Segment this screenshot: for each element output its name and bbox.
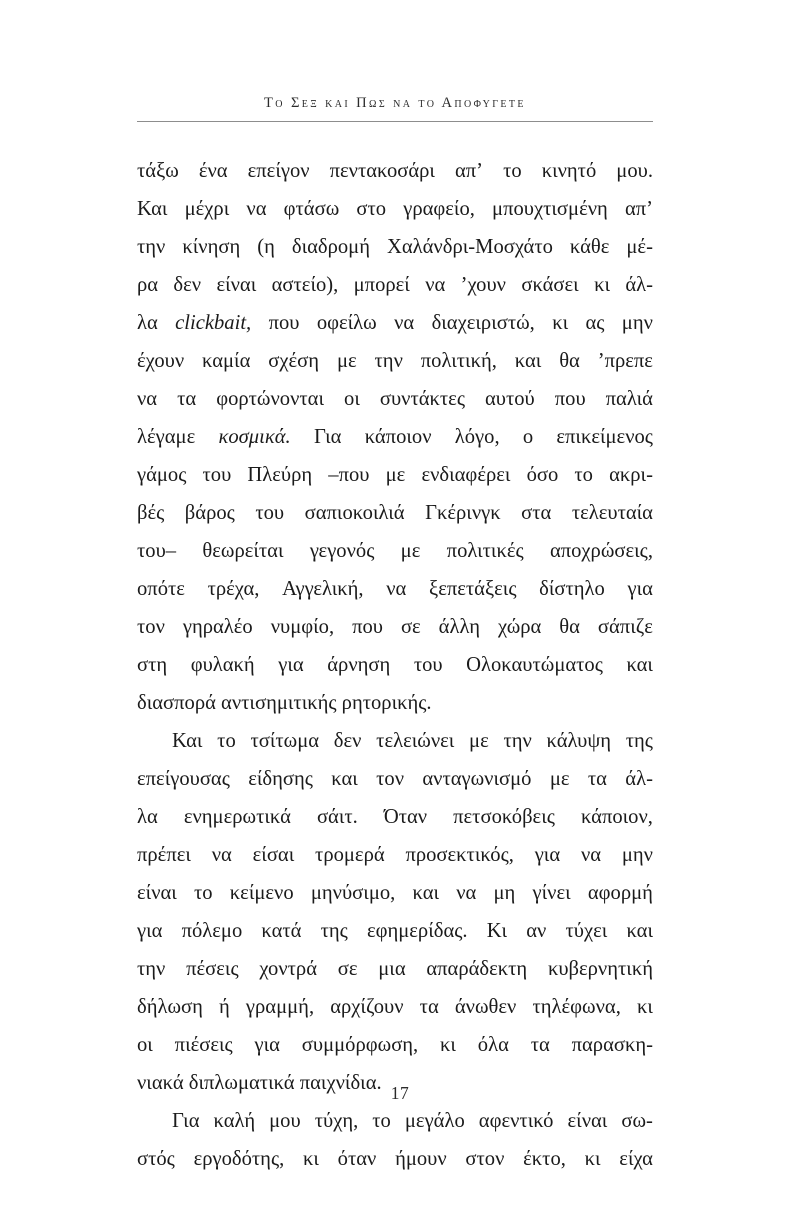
word: τηλέφωνα, xyxy=(532,996,621,1018)
header-rule xyxy=(137,121,653,122)
word: με xyxy=(469,730,489,752)
word: με xyxy=(549,768,570,790)
word: μέχρι xyxy=(184,198,230,220)
word: λα xyxy=(137,312,158,334)
word: τύχει xyxy=(565,920,608,942)
paragraph xyxy=(137,1102,653,1178)
word: και xyxy=(331,768,358,790)
word: γηραλέο xyxy=(182,616,253,638)
word: όταν xyxy=(337,1148,377,1170)
word: έχουν xyxy=(137,350,185,372)
word: την xyxy=(503,730,532,752)
word: τα xyxy=(587,768,607,790)
word: τελειώνει xyxy=(376,730,455,752)
word: δεν xyxy=(173,274,202,296)
word: Κι xyxy=(486,920,508,942)
word: άνωθεν xyxy=(454,996,517,1018)
word: στα xyxy=(521,502,552,524)
word: γραφείο, xyxy=(403,198,475,220)
word: στη xyxy=(137,654,168,676)
word: μια xyxy=(378,958,406,980)
word: πρέπει xyxy=(137,844,191,866)
word: κι xyxy=(636,996,653,1018)
word: το xyxy=(217,730,236,752)
word: μην xyxy=(621,312,653,334)
word: οι xyxy=(137,1034,153,1056)
word: όσο xyxy=(526,464,559,486)
word: γάμος xyxy=(137,464,187,486)
word: άλλη xyxy=(438,616,481,638)
text-line xyxy=(137,418,653,456)
word: να xyxy=(211,844,232,866)
word: γίνει xyxy=(532,882,571,904)
word: γραμμή, xyxy=(245,996,315,1018)
word: να xyxy=(386,578,407,600)
word: σαπιοκοιλιά xyxy=(304,502,405,524)
word: χώρα xyxy=(498,616,542,638)
paragraph xyxy=(137,722,653,1102)
word: θα xyxy=(559,616,580,638)
word: που xyxy=(352,616,383,638)
word: οφείλω xyxy=(316,312,377,334)
word: μπορεί xyxy=(353,274,410,296)
word: σω- xyxy=(621,1110,653,1132)
text-line: νιακά διπλωματικά παιχνίδια. xyxy=(137,1072,382,1094)
text-line xyxy=(137,266,653,304)
word: κάλυψη xyxy=(546,730,612,752)
word: αφορμή xyxy=(587,882,653,904)
word: δεν xyxy=(333,730,362,752)
word: επικείμενος xyxy=(556,426,653,448)
text-line xyxy=(137,570,653,608)
word: λόγο, xyxy=(454,426,500,448)
text-line xyxy=(137,456,653,494)
word: είδησης xyxy=(248,768,313,790)
word: κυβερνητική xyxy=(547,958,653,980)
word: Και xyxy=(137,198,168,220)
word: στον xyxy=(465,1148,505,1170)
word: της xyxy=(320,920,348,942)
word: είναι xyxy=(567,1110,608,1132)
word: ανταγωνισμό xyxy=(422,768,532,790)
word: πόλεμο xyxy=(181,920,243,942)
word: νυμφίο, xyxy=(270,616,335,638)
word: οπότε xyxy=(137,578,185,600)
text-line xyxy=(137,722,653,760)
word: αρχίζουν xyxy=(330,996,404,1018)
word: αφεντικό xyxy=(478,1110,554,1132)
word: θεωρείται xyxy=(202,540,284,562)
text-line: διασπορά αντισημιτικής ρητορικής. xyxy=(137,692,432,714)
word: οι xyxy=(344,388,360,410)
word: του– xyxy=(137,540,177,562)
word: ενημερωτικά xyxy=(183,806,291,828)
word: με xyxy=(336,350,357,372)
word: δίστηλο xyxy=(539,578,605,600)
word: προσεκτικός, xyxy=(405,844,514,866)
word: Ολοκαυτώματος xyxy=(466,654,603,676)
word: χοντρά xyxy=(259,958,317,980)
word: καλή xyxy=(213,1110,256,1132)
word: της xyxy=(625,730,653,752)
word: σε xyxy=(337,958,358,980)
word: κάποιον, xyxy=(580,806,653,828)
word: κείμενο xyxy=(229,882,294,904)
word: μπουχτισμένη xyxy=(492,198,608,220)
word: επείγουσας xyxy=(137,768,230,790)
word: το xyxy=(574,464,593,486)
running-head: Το Σεξ και Πως να το Αποφυγετε xyxy=(264,95,526,111)
word: επείγον xyxy=(247,160,310,182)
word: για xyxy=(627,578,653,600)
word: τον xyxy=(376,768,405,790)
word: μου xyxy=(269,1110,301,1132)
text-line xyxy=(137,912,653,950)
word: κοσμικά. xyxy=(218,426,291,448)
word: την xyxy=(374,350,403,372)
word: κατά xyxy=(261,920,302,942)
word: μου. xyxy=(616,160,653,182)
text-line xyxy=(137,342,653,380)
page-number: 17 xyxy=(390,1083,410,1103)
word: συντάκτες xyxy=(379,388,465,410)
word: πολιτικές xyxy=(446,540,524,562)
word: να xyxy=(246,198,267,220)
word: με xyxy=(385,464,406,486)
text-line xyxy=(137,494,653,532)
word: Αγγελική, xyxy=(282,578,364,600)
word: κι xyxy=(594,274,610,296)
word: εφημερίδας. xyxy=(366,920,468,942)
word: ’πρεπε xyxy=(597,350,653,372)
word: θα xyxy=(559,350,580,372)
word: κι xyxy=(302,1148,319,1170)
word: να xyxy=(580,844,602,866)
word: όλα xyxy=(477,1034,509,1056)
word: κάποιον xyxy=(364,426,432,448)
word: τα xyxy=(419,996,439,1018)
word: και xyxy=(626,654,653,676)
word: ενδιαφέρει xyxy=(421,464,511,486)
word: μέ- xyxy=(626,236,653,258)
text-line xyxy=(137,836,653,874)
word: και xyxy=(626,920,653,942)
text-line xyxy=(137,646,653,684)
word: ένα xyxy=(198,160,228,182)
word: απ’ xyxy=(455,160,484,182)
word: πετσοκόβεις xyxy=(453,806,555,828)
word: διαδρομή xyxy=(291,236,370,258)
word: σχέση xyxy=(268,350,320,372)
word: φτάσω xyxy=(283,198,340,220)
word: Γκέρινγκ xyxy=(425,502,501,524)
word: κι xyxy=(440,1034,456,1056)
word: πεντακοσάρι xyxy=(329,160,435,182)
word: τελευταία xyxy=(571,502,653,524)
word: μην xyxy=(621,844,653,866)
word: είσαι xyxy=(252,844,295,866)
word: τσίτωμα xyxy=(250,730,320,752)
word: αποχρώσεις, xyxy=(549,540,653,562)
word: κάθε xyxy=(569,236,610,258)
word: μεγάλο xyxy=(404,1110,465,1132)
word: την xyxy=(137,958,166,980)
word: του xyxy=(202,464,232,486)
word: βάρος xyxy=(184,502,235,524)
text-line xyxy=(137,304,653,342)
word: φυλακή xyxy=(190,654,255,676)
word: ας xyxy=(585,312,605,334)
text-line xyxy=(137,228,653,266)
word: άρνηση xyxy=(327,654,391,676)
word: τάξω xyxy=(137,160,179,182)
word: κινητό xyxy=(541,160,597,182)
word: κι xyxy=(584,1148,601,1170)
word: να xyxy=(425,274,446,296)
word: που xyxy=(268,312,300,334)
word: –που xyxy=(328,464,370,486)
word: άλ- xyxy=(625,274,653,296)
text-line xyxy=(137,380,653,418)
text-line xyxy=(137,760,653,798)
text-line xyxy=(137,532,653,570)
word: ξεπετάξεις xyxy=(429,578,517,600)
word: στο xyxy=(356,198,387,220)
word: έκτο, xyxy=(523,1148,566,1170)
word: ήμουν xyxy=(395,1148,447,1170)
word: που xyxy=(554,388,586,410)
word: μη xyxy=(493,882,516,904)
word: πιέσεις xyxy=(174,1034,233,1056)
word: παλιά xyxy=(605,388,653,410)
text-line xyxy=(137,1026,653,1064)
text-line xyxy=(137,152,653,190)
word: κι xyxy=(552,312,569,334)
running-head-block xyxy=(137,96,653,122)
word: του xyxy=(255,502,285,524)
text-line xyxy=(137,190,653,228)
word: πολιτική, xyxy=(420,350,497,372)
text-line xyxy=(137,608,653,646)
paragraph xyxy=(137,152,653,722)
word: στός xyxy=(137,1148,175,1170)
word: το xyxy=(372,1110,391,1132)
word: λέγαμε xyxy=(137,426,196,448)
word: απαράδεκτη xyxy=(426,958,528,980)
word: Για xyxy=(172,1110,200,1132)
word: παρασκη- xyxy=(571,1034,653,1056)
word: ’χουν xyxy=(460,274,506,296)
word: σάιτ. xyxy=(316,806,358,828)
word: είναι xyxy=(137,882,177,904)
word: τα xyxy=(530,1034,550,1056)
word: για xyxy=(254,1034,280,1056)
word: αυτού xyxy=(485,388,535,410)
word: Για xyxy=(313,426,342,448)
word: και xyxy=(412,882,440,904)
word: το xyxy=(194,882,213,904)
word: αν xyxy=(526,920,547,942)
word: για xyxy=(137,920,163,942)
word: τον xyxy=(137,616,165,638)
word: τύχη, xyxy=(314,1110,359,1132)
word: πέσεις xyxy=(186,958,239,980)
word: μηνύσιμο, xyxy=(310,882,396,904)
word: κίνηση xyxy=(182,236,241,258)
word: γεγονός xyxy=(309,540,375,562)
word: να xyxy=(394,312,415,334)
word: να xyxy=(456,882,477,904)
word: Πλεύρη xyxy=(247,464,313,486)
text-line xyxy=(137,798,653,836)
word: ρα xyxy=(137,274,159,296)
word: (η xyxy=(257,236,275,258)
word: και xyxy=(514,350,542,372)
word: Και xyxy=(172,730,203,752)
word: με xyxy=(400,540,421,562)
word: βές xyxy=(137,502,165,524)
word: λα xyxy=(137,806,158,828)
word: τρομερά xyxy=(315,844,385,866)
word: ακρι- xyxy=(609,464,653,486)
word: clickbait, xyxy=(175,312,252,334)
word: ή xyxy=(219,996,230,1018)
word: για xyxy=(278,654,304,676)
word: εργοδότης, xyxy=(193,1148,285,1170)
word: αστείο), xyxy=(271,274,339,296)
word: Όταν xyxy=(383,806,428,828)
word: σκάσει xyxy=(521,274,579,296)
text-line xyxy=(137,874,653,912)
word: άλ- xyxy=(625,768,653,790)
word: ο xyxy=(522,426,534,448)
text-line xyxy=(137,1102,653,1140)
word: απ’ xyxy=(624,198,653,220)
word: είναι xyxy=(216,274,257,296)
word: είχα xyxy=(619,1148,653,1170)
word: το xyxy=(503,160,522,182)
word: την xyxy=(137,236,166,258)
word: του xyxy=(413,654,443,676)
word: τρέχα, xyxy=(207,578,260,600)
word: σάπιζε xyxy=(597,616,653,638)
word: συμμόρφωση, xyxy=(301,1034,419,1056)
text-line xyxy=(137,1140,653,1178)
word: διαχειριστώ, xyxy=(431,312,535,334)
body-text xyxy=(137,152,653,1178)
word: να xyxy=(137,388,158,410)
word: για xyxy=(534,844,561,866)
word: σε xyxy=(400,616,421,638)
word: φορτώνονται xyxy=(216,388,325,410)
word: δήλωση xyxy=(137,996,203,1018)
text-line xyxy=(137,988,653,1026)
word: Χαλάνδρι-Μοσχάτο xyxy=(387,236,553,258)
word: καμία xyxy=(202,350,251,372)
word: τα xyxy=(177,388,197,410)
text-line xyxy=(137,950,653,988)
